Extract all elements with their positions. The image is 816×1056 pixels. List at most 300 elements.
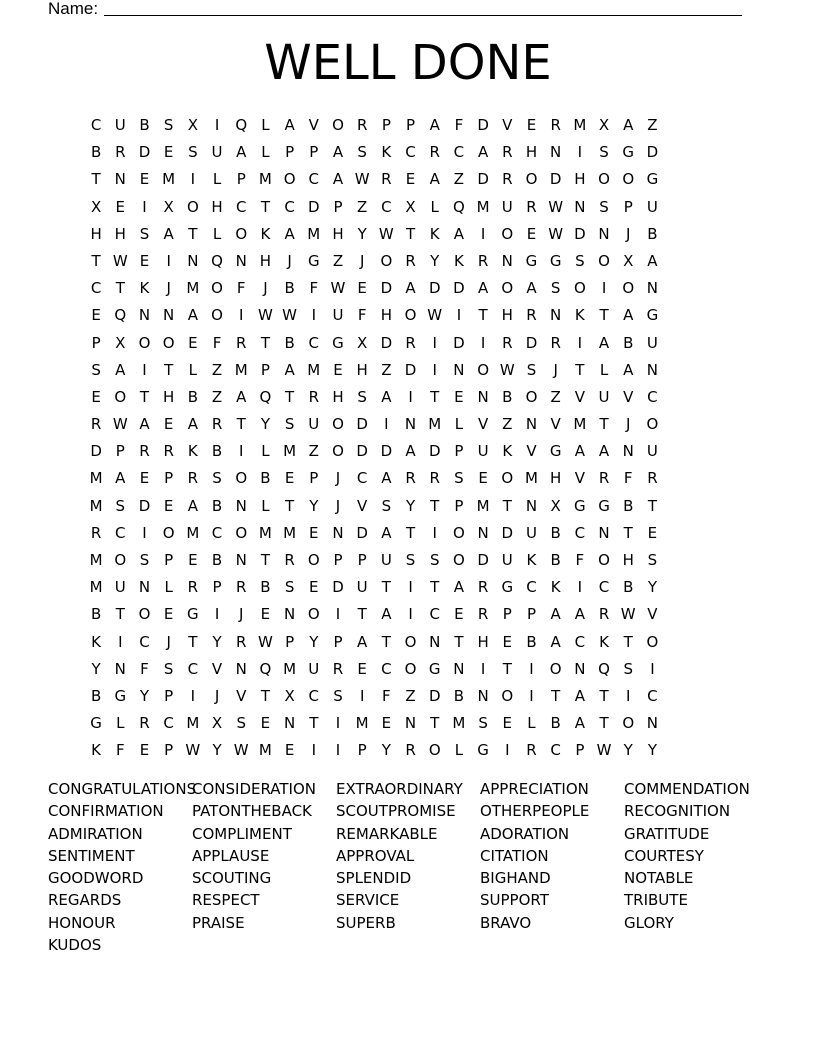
grid-letter[interactable]: C <box>526 578 537 597</box>
grid-letter[interactable]: I <box>142 197 147 216</box>
grid-letter[interactable]: D <box>308 197 320 216</box>
grid-letter[interactable]: K <box>526 551 537 569</box>
grid-letter[interactable]: R <box>477 251 489 270</box>
grid-letter[interactable]: S <box>623 659 633 678</box>
grid-letter[interactable]: S <box>357 387 367 406</box>
grid-letter[interactable]: C <box>550 741 561 760</box>
grid-letter[interactable]: Z <box>502 415 513 434</box>
grid-letter[interactable]: R <box>115 143 126 162</box>
grid-letter[interactable]: B <box>526 632 537 651</box>
grid-letter[interactable]: A <box>236 387 247 406</box>
grid-letter[interactable]: I <box>239 306 244 325</box>
grid-letter[interactable]: O <box>162 523 175 542</box>
grid-letter[interactable]: A <box>332 143 344 162</box>
grid-letter[interactable]: N <box>477 387 489 406</box>
grid-letter[interactable]: I <box>432 333 437 352</box>
grid-letter[interactable]: O <box>622 170 635 189</box>
grid-letter[interactable]: O <box>549 659 562 678</box>
grid-letter[interactable]: J <box>239 605 244 624</box>
grid-letter[interactable]: G <box>549 251 562 270</box>
grid-letter[interactable]: T <box>115 605 125 624</box>
grid-letter[interactable]: T <box>357 605 367 624</box>
grid-letter[interactable]: R <box>405 741 416 760</box>
grid-letter[interactable]: C <box>90 279 102 298</box>
grid-letter[interactable]: V <box>647 605 658 624</box>
grid-letter[interactable]: J <box>166 279 171 298</box>
grid-letter[interactable]: J <box>626 224 631 243</box>
grid-letter[interactable]: P <box>164 686 174 705</box>
grid-letter[interactable]: X <box>550 496 561 515</box>
grid-letter[interactable]: N <box>187 251 199 270</box>
grid-letter[interactable]: N <box>114 170 126 189</box>
grid-letter[interactable]: W <box>257 306 273 325</box>
grid-letter[interactable]: A <box>453 578 465 597</box>
grid-letter[interactable]: H <box>574 170 586 189</box>
grid-letter[interactable]: R <box>477 578 489 597</box>
grid-letter[interactable]: I <box>335 741 341 760</box>
grid-letter[interactable]: T <box>430 387 440 406</box>
grid-letter[interactable]: D <box>404 360 417 379</box>
grid-letter[interactable]: D <box>356 415 368 434</box>
grid-letter[interactable]: S <box>163 659 174 678</box>
grid-letter[interactable]: W <box>257 632 273 651</box>
grid-letter[interactable]: I <box>311 306 316 325</box>
grid-letter[interactable]: T <box>502 496 512 515</box>
grid-letter[interactable]: T <box>381 632 391 651</box>
grid-letter[interactable]: W <box>354 170 370 189</box>
grid-letter[interactable]: M <box>476 496 490 515</box>
grid-letter[interactable]: C <box>211 523 223 542</box>
grid-letter[interactable]: E <box>188 333 198 352</box>
grid-letter[interactable]: A <box>187 415 198 434</box>
grid-letter[interactable]: H <box>114 224 126 243</box>
grid-letter[interactable]: N <box>235 551 247 569</box>
grid-letter[interactable]: N <box>574 659 586 678</box>
grid-letter[interactable]: P <box>406 116 416 134</box>
grid-letter[interactable]: N <box>283 605 296 624</box>
grid-letter[interactable]: O <box>211 279 223 298</box>
grid-letter[interactable]: R <box>236 333 247 352</box>
grid-letter[interactable]: I <box>432 360 437 379</box>
grid-letter[interactable]: A <box>381 469 392 488</box>
grid-letter[interactable]: E <box>454 605 464 624</box>
grid-letter[interactable]: B <box>260 578 271 597</box>
grid-letter[interactable]: R <box>187 469 199 488</box>
grid-letter[interactable]: A <box>598 442 610 461</box>
grid-letter[interactable]: Y <box>623 741 633 760</box>
grid-letter[interactable]: Z <box>308 442 319 461</box>
grid-letter[interactable]: O <box>380 251 393 270</box>
grid-letter[interactable]: T <box>405 224 416 243</box>
grid-letter[interactable]: P <box>623 197 633 216</box>
grid-letter[interactable]: B <box>139 116 150 134</box>
grid-letter[interactable]: O <box>428 741 441 760</box>
grid-letter[interactable]: T <box>309 714 319 733</box>
grid-letter[interactable]: W <box>330 279 346 298</box>
grid-letter[interactable]: O <box>235 224 248 243</box>
grid-letter[interactable]: I <box>118 632 123 651</box>
grid-letter[interactable]: M <box>573 116 587 134</box>
grid-letter[interactable]: Q <box>598 659 610 678</box>
grid-letter[interactable]: L <box>188 360 198 379</box>
grid-letter[interactable]: Y <box>309 632 319 651</box>
grid-letter[interactable]: F <box>140 659 149 678</box>
grid-letter[interactable]: R <box>550 333 561 352</box>
grid-letter[interactable]: E <box>115 197 126 216</box>
grid-letter[interactable]: Y <box>405 496 416 515</box>
grid-letter[interactable]: H <box>380 306 392 325</box>
grid-letter[interactable]: R <box>163 442 174 461</box>
grid-letter[interactable]: T <box>430 578 440 597</box>
grid-letter[interactable]: C <box>308 333 320 352</box>
grid-letter[interactable]: S <box>163 116 174 134</box>
grid-letter[interactable]: M <box>89 469 103 488</box>
grid-letter[interactable]: I <box>601 279 607 298</box>
grid-letter[interactable]: E <box>454 387 464 406</box>
grid-letter[interactable]: M <box>573 415 587 434</box>
grid-letter[interactable]: P <box>357 741 367 760</box>
grid-letter[interactable]: Q <box>259 659 272 678</box>
grid-letter[interactable]: Y <box>357 224 367 243</box>
grid-letter[interactable]: M <box>258 741 272 760</box>
grid-letter[interactable]: G <box>90 714 102 733</box>
grid-letter[interactable]: C <box>574 523 586 542</box>
grid-letter[interactable]: M <box>283 659 297 678</box>
grid-letter[interactable]: E <box>260 605 271 624</box>
grid-letter[interactable]: C <box>647 387 658 406</box>
grid-letter[interactable]: I <box>239 442 244 461</box>
grid-letter[interactable]: O <box>332 415 344 434</box>
grid-letter[interactable]: U <box>380 551 392 569</box>
grid-letter[interactable]: P <box>526 605 536 624</box>
grid-letter[interactable]: T <box>599 686 609 705</box>
grid-letter[interactable]: E <box>381 714 392 733</box>
grid-letter[interactable]: N <box>235 659 247 678</box>
grid-letter[interactable]: A <box>284 360 295 379</box>
grid-letter[interactable]: T <box>405 523 416 542</box>
grid-letter[interactable]: H <box>356 360 368 379</box>
grid-letter[interactable]: E <box>284 469 295 488</box>
grid-letter[interactable]: F <box>575 551 585 569</box>
grid-letter[interactable]: A <box>429 170 440 189</box>
grid-letter[interactable]: V <box>236 686 247 705</box>
grid-letter[interactable]: I <box>480 333 486 352</box>
grid-letter[interactable]: S <box>91 360 101 379</box>
grid-letter[interactable]: E <box>139 251 150 270</box>
grid-letter[interactable]: S <box>575 251 585 270</box>
grid-letter[interactable]: C <box>356 469 368 488</box>
grid-letter[interactable]: M <box>186 523 200 542</box>
grid-letter[interactable]: Z <box>381 360 392 379</box>
grid-letter[interactable]: H <box>622 551 634 569</box>
grid-letter[interactable]: P <box>309 143 319 162</box>
grid-letter[interactable]: R <box>550 116 561 134</box>
grid-letter[interactable]: R <box>526 197 537 216</box>
grid-letter[interactable]: N <box>114 659 126 678</box>
grid-letter[interactable]: D <box>477 551 489 569</box>
grid-letter[interactable]: S <box>236 714 246 733</box>
grid-letter[interactable]: U <box>646 333 658 352</box>
grid-letter[interactable]: S <box>357 143 367 162</box>
grid-letter[interactable]: G <box>598 496 610 515</box>
grid-letter[interactable]: D <box>380 279 393 298</box>
grid-letter[interactable]: E <box>502 714 513 733</box>
grid-letter[interactable]: S <box>429 551 440 569</box>
grid-letter[interactable]: N <box>598 523 610 542</box>
grid-letter[interactable]: S <box>212 469 222 488</box>
grid-letter[interactable]: O <box>162 333 175 352</box>
grid-letter[interactable]: M <box>89 578 103 597</box>
grid-letter[interactable]: S <box>333 686 343 705</box>
grid-letter[interactable]: R <box>598 469 610 488</box>
grid-letter[interactable]: N <box>477 686 489 705</box>
grid-letter[interactable]: M <box>428 415 442 434</box>
grid-letter[interactable]: R <box>236 632 247 651</box>
grid-letter[interactable]: D <box>332 578 344 597</box>
grid-letter[interactable]: O <box>598 251 610 270</box>
grid-letter[interactable]: M <box>476 197 490 216</box>
grid-letter[interactable]: D <box>453 333 465 352</box>
grid-letter[interactable]: R <box>429 469 440 488</box>
grid-letter[interactable]: A <box>623 116 634 134</box>
grid-letter[interactable]: E <box>91 387 101 406</box>
grid-letter[interactable]: P <box>454 496 464 515</box>
grid-letter[interactable]: A <box>429 116 440 134</box>
grid-letter[interactable]: Y <box>647 578 657 597</box>
grid-letter[interactable]: C <box>115 523 126 542</box>
grid-letter[interactable]: V <box>477 415 489 434</box>
grid-letter[interactable]: V <box>623 387 634 406</box>
grid-letter[interactable]: C <box>284 197 295 216</box>
grid-letter[interactable]: B <box>453 686 465 705</box>
grid-letter[interactable]: D <box>90 442 102 461</box>
grid-letter[interactable]: I <box>432 523 437 542</box>
grid-letter[interactable]: F <box>309 279 319 298</box>
grid-letter[interactable]: N <box>477 523 489 542</box>
grid-letter[interactable]: D <box>646 143 659 162</box>
grid-letter[interactable]: K <box>139 279 150 298</box>
grid-letter[interactable]: K <box>453 251 464 270</box>
grid-letter[interactable]: F <box>212 333 222 352</box>
grid-letter[interactable]: S <box>599 143 609 162</box>
grid-letter[interactable]: Q <box>114 306 127 325</box>
grid-letter[interactable]: W <box>596 741 612 760</box>
grid-letter[interactable]: Y <box>647 741 657 760</box>
grid-letter[interactable]: P <box>212 578 222 597</box>
grid-letter[interactable]: N <box>646 279 659 298</box>
grid-letter[interactable]: B <box>260 469 271 488</box>
grid-letter[interactable]: M <box>355 714 369 733</box>
grid-letter[interactable]: L <box>527 714 536 733</box>
grid-letter[interactable]: L <box>261 116 270 134</box>
grid-letter[interactable]: N <box>550 143 562 162</box>
grid-letter[interactable]: A <box>477 279 489 298</box>
grid-letter[interactable]: R <box>526 741 537 760</box>
grid-letter[interactable]: M <box>258 523 272 542</box>
grid-letter[interactable]: D <box>380 442 393 461</box>
grid-letter[interactable]: L <box>164 578 173 597</box>
grid-letter[interactable]: I <box>311 741 316 760</box>
grid-letter[interactable]: J <box>553 360 558 379</box>
grid-letter[interactable]: B <box>623 333 634 352</box>
grid-letter[interactable]: D <box>549 170 562 189</box>
grid-letter[interactable]: P <box>454 442 464 461</box>
grid-letter[interactable]: K <box>381 143 392 162</box>
grid-letter[interactable]: C <box>453 143 465 162</box>
grid-letter[interactable]: E <box>91 306 101 325</box>
grid-letter[interactable]: S <box>526 360 537 379</box>
grid-letter[interactable]: C <box>598 578 610 597</box>
grid-letter[interactable]: C <box>308 170 320 189</box>
grid-letter[interactable]: L <box>212 224 222 243</box>
grid-letter[interactable]: D <box>356 442 368 461</box>
grid-letter[interactable]: I <box>214 116 220 134</box>
grid-letter[interactable]: C <box>405 143 416 162</box>
grid-letter[interactable]: D <box>428 279 441 298</box>
grid-letter[interactable]: T <box>260 551 270 569</box>
grid-letter[interactable]: G <box>622 143 635 162</box>
grid-letter[interactable]: U <box>114 116 126 134</box>
grid-letter[interactable]: G <box>525 251 538 270</box>
grid-letter[interactable]: R <box>236 578 247 597</box>
grid-letter[interactable]: A <box>115 469 126 488</box>
grid-letter[interactable]: M <box>307 224 321 243</box>
grid-letter[interactable]: P <box>164 551 174 569</box>
grid-letter[interactable]: E <box>333 360 343 379</box>
grid-letter[interactable]: G <box>114 686 127 705</box>
grid-letter[interactable]: H <box>163 387 175 406</box>
grid-letter[interactable]: I <box>577 143 583 162</box>
grid-letter[interactable]: A <box>284 116 295 134</box>
grid-letter[interactable]: K <box>502 442 513 461</box>
grid-letter[interactable]: E <box>647 523 658 542</box>
grid-letter[interactable]: E <box>526 116 537 134</box>
grid-letter[interactable]: X <box>163 197 174 216</box>
grid-letter[interactable]: F <box>236 279 246 298</box>
grid-letter[interactable]: U <box>308 659 320 678</box>
grid-letter[interactable]: A <box>381 523 392 542</box>
grid-letter[interactable]: S <box>188 143 198 162</box>
grid-letter[interactable]: A <box>550 632 561 651</box>
grid-letter[interactable]: E <box>526 224 537 243</box>
grid-letter[interactable]: A <box>623 360 634 379</box>
grid-letter[interactable]: S <box>284 415 295 434</box>
grid-letter[interactable]: G <box>332 333 344 352</box>
grid-letter[interactable]: E <box>309 523 319 542</box>
grid-letter[interactable]: U <box>646 442 658 461</box>
grid-letter[interactable]: O <box>332 116 344 134</box>
grid-letter[interactable]: G <box>477 741 489 760</box>
grid-letter[interactable]: O <box>404 632 417 651</box>
grid-letter[interactable]: O <box>573 279 586 298</box>
grid-letter[interactable]: O <box>138 605 151 624</box>
grid-letter[interactable]: I <box>529 686 534 705</box>
grid-letter[interactable]: D <box>574 224 586 243</box>
grid-letter[interactable]: T <box>285 496 295 515</box>
grid-letter[interactable]: O <box>114 387 127 406</box>
grid-letter[interactable]: M <box>162 170 176 189</box>
grid-letter[interactable]: P <box>309 469 319 488</box>
grid-letter[interactable]: W <box>499 360 515 379</box>
grid-letter[interactable]: O <box>235 523 248 542</box>
grid-letter[interactable]: E <box>139 469 150 488</box>
grid-letter[interactable]: H <box>332 224 344 243</box>
grid-letter[interactable]: Z <box>453 170 465 189</box>
grid-letter[interactable]: P <box>285 632 295 651</box>
grid-letter[interactable]: O <box>186 197 199 216</box>
grid-letter[interactable]: B <box>623 578 634 597</box>
grid-letter[interactable]: O <box>453 551 465 569</box>
grid-letter[interactable]: K <box>260 224 271 243</box>
grid-letter[interactable]: P <box>164 469 174 488</box>
grid-letter[interactable]: A <box>453 224 465 243</box>
grid-letter[interactable]: Z <box>211 360 223 379</box>
grid-letter[interactable]: O <box>404 659 417 678</box>
grid-letter[interactable]: L <box>261 143 270 162</box>
grid-letter[interactable]: T <box>115 279 125 298</box>
grid-letter[interactable]: D <box>428 686 441 705</box>
grid-letter[interactable]: I <box>408 578 413 597</box>
grid-letter[interactable]: R <box>139 442 150 461</box>
grid-letter[interactable]: G <box>549 442 562 461</box>
grid-letter[interactable]: E <box>163 605 174 624</box>
grid-letter[interactable]: R <box>502 333 513 352</box>
grid-letter[interactable]: L <box>212 170 222 189</box>
grid-letter[interactable]: A <box>139 415 150 434</box>
grid-letter[interactable]: P <box>115 442 125 461</box>
grid-letter[interactable]: Y <box>91 659 101 678</box>
grid-letter[interactable]: G <box>428 659 441 678</box>
grid-letter[interactable]: Z <box>211 387 223 406</box>
grid-letter[interactable]: R <box>405 469 416 488</box>
grid-letter[interactable]: I <box>577 578 583 597</box>
grid-letter[interactable]: A <box>405 279 416 298</box>
grid-letter[interactable]: V <box>502 116 513 134</box>
grid-letter[interactable]: O <box>525 387 538 406</box>
grid-letter[interactable]: T <box>188 224 198 243</box>
grid-letter[interactable]: I <box>359 686 365 705</box>
grid-letter[interactable]: T <box>647 496 657 515</box>
grid-letter[interactable]: X <box>115 333 126 352</box>
grid-letter[interactable]: I <box>166 251 171 270</box>
grid-letter[interactable]: N <box>525 415 538 434</box>
grid-letter[interactable]: Z <box>647 116 658 134</box>
grid-letter[interactable]: S <box>284 578 295 597</box>
grid-letter[interactable]: Y <box>260 415 270 434</box>
grid-letter[interactable]: I <box>650 659 655 678</box>
grid-letter[interactable]: C <box>139 632 150 651</box>
grid-letter[interactable]: W <box>233 741 249 760</box>
grid-letter[interactable]: T <box>551 686 561 705</box>
grid-letter[interactable]: M <box>186 279 200 298</box>
grid-letter[interactable]: U <box>308 415 320 434</box>
grid-letter[interactable]: P <box>333 197 343 216</box>
grid-letter[interactable]: I <box>529 659 534 678</box>
grid-letter[interactable]: R <box>284 551 295 569</box>
grid-letter[interactable]: S <box>599 197 609 216</box>
grid-letter[interactable]: K <box>91 741 102 760</box>
grid-letter[interactable]: X <box>90 197 102 216</box>
grid-letter[interactable]: D <box>477 170 489 189</box>
grid-letter[interactable]: P <box>260 360 270 379</box>
grid-letter[interactable]: O <box>622 714 635 733</box>
grid-letter[interactable]: V <box>357 496 368 515</box>
grid-letter[interactable]: A <box>574 442 585 461</box>
grid-letter[interactable]: E <box>478 469 488 488</box>
grid-letter[interactable]: T <box>599 415 609 434</box>
grid-letter[interactable]: S <box>139 224 150 243</box>
grid-letter[interactable]: M <box>307 360 321 379</box>
